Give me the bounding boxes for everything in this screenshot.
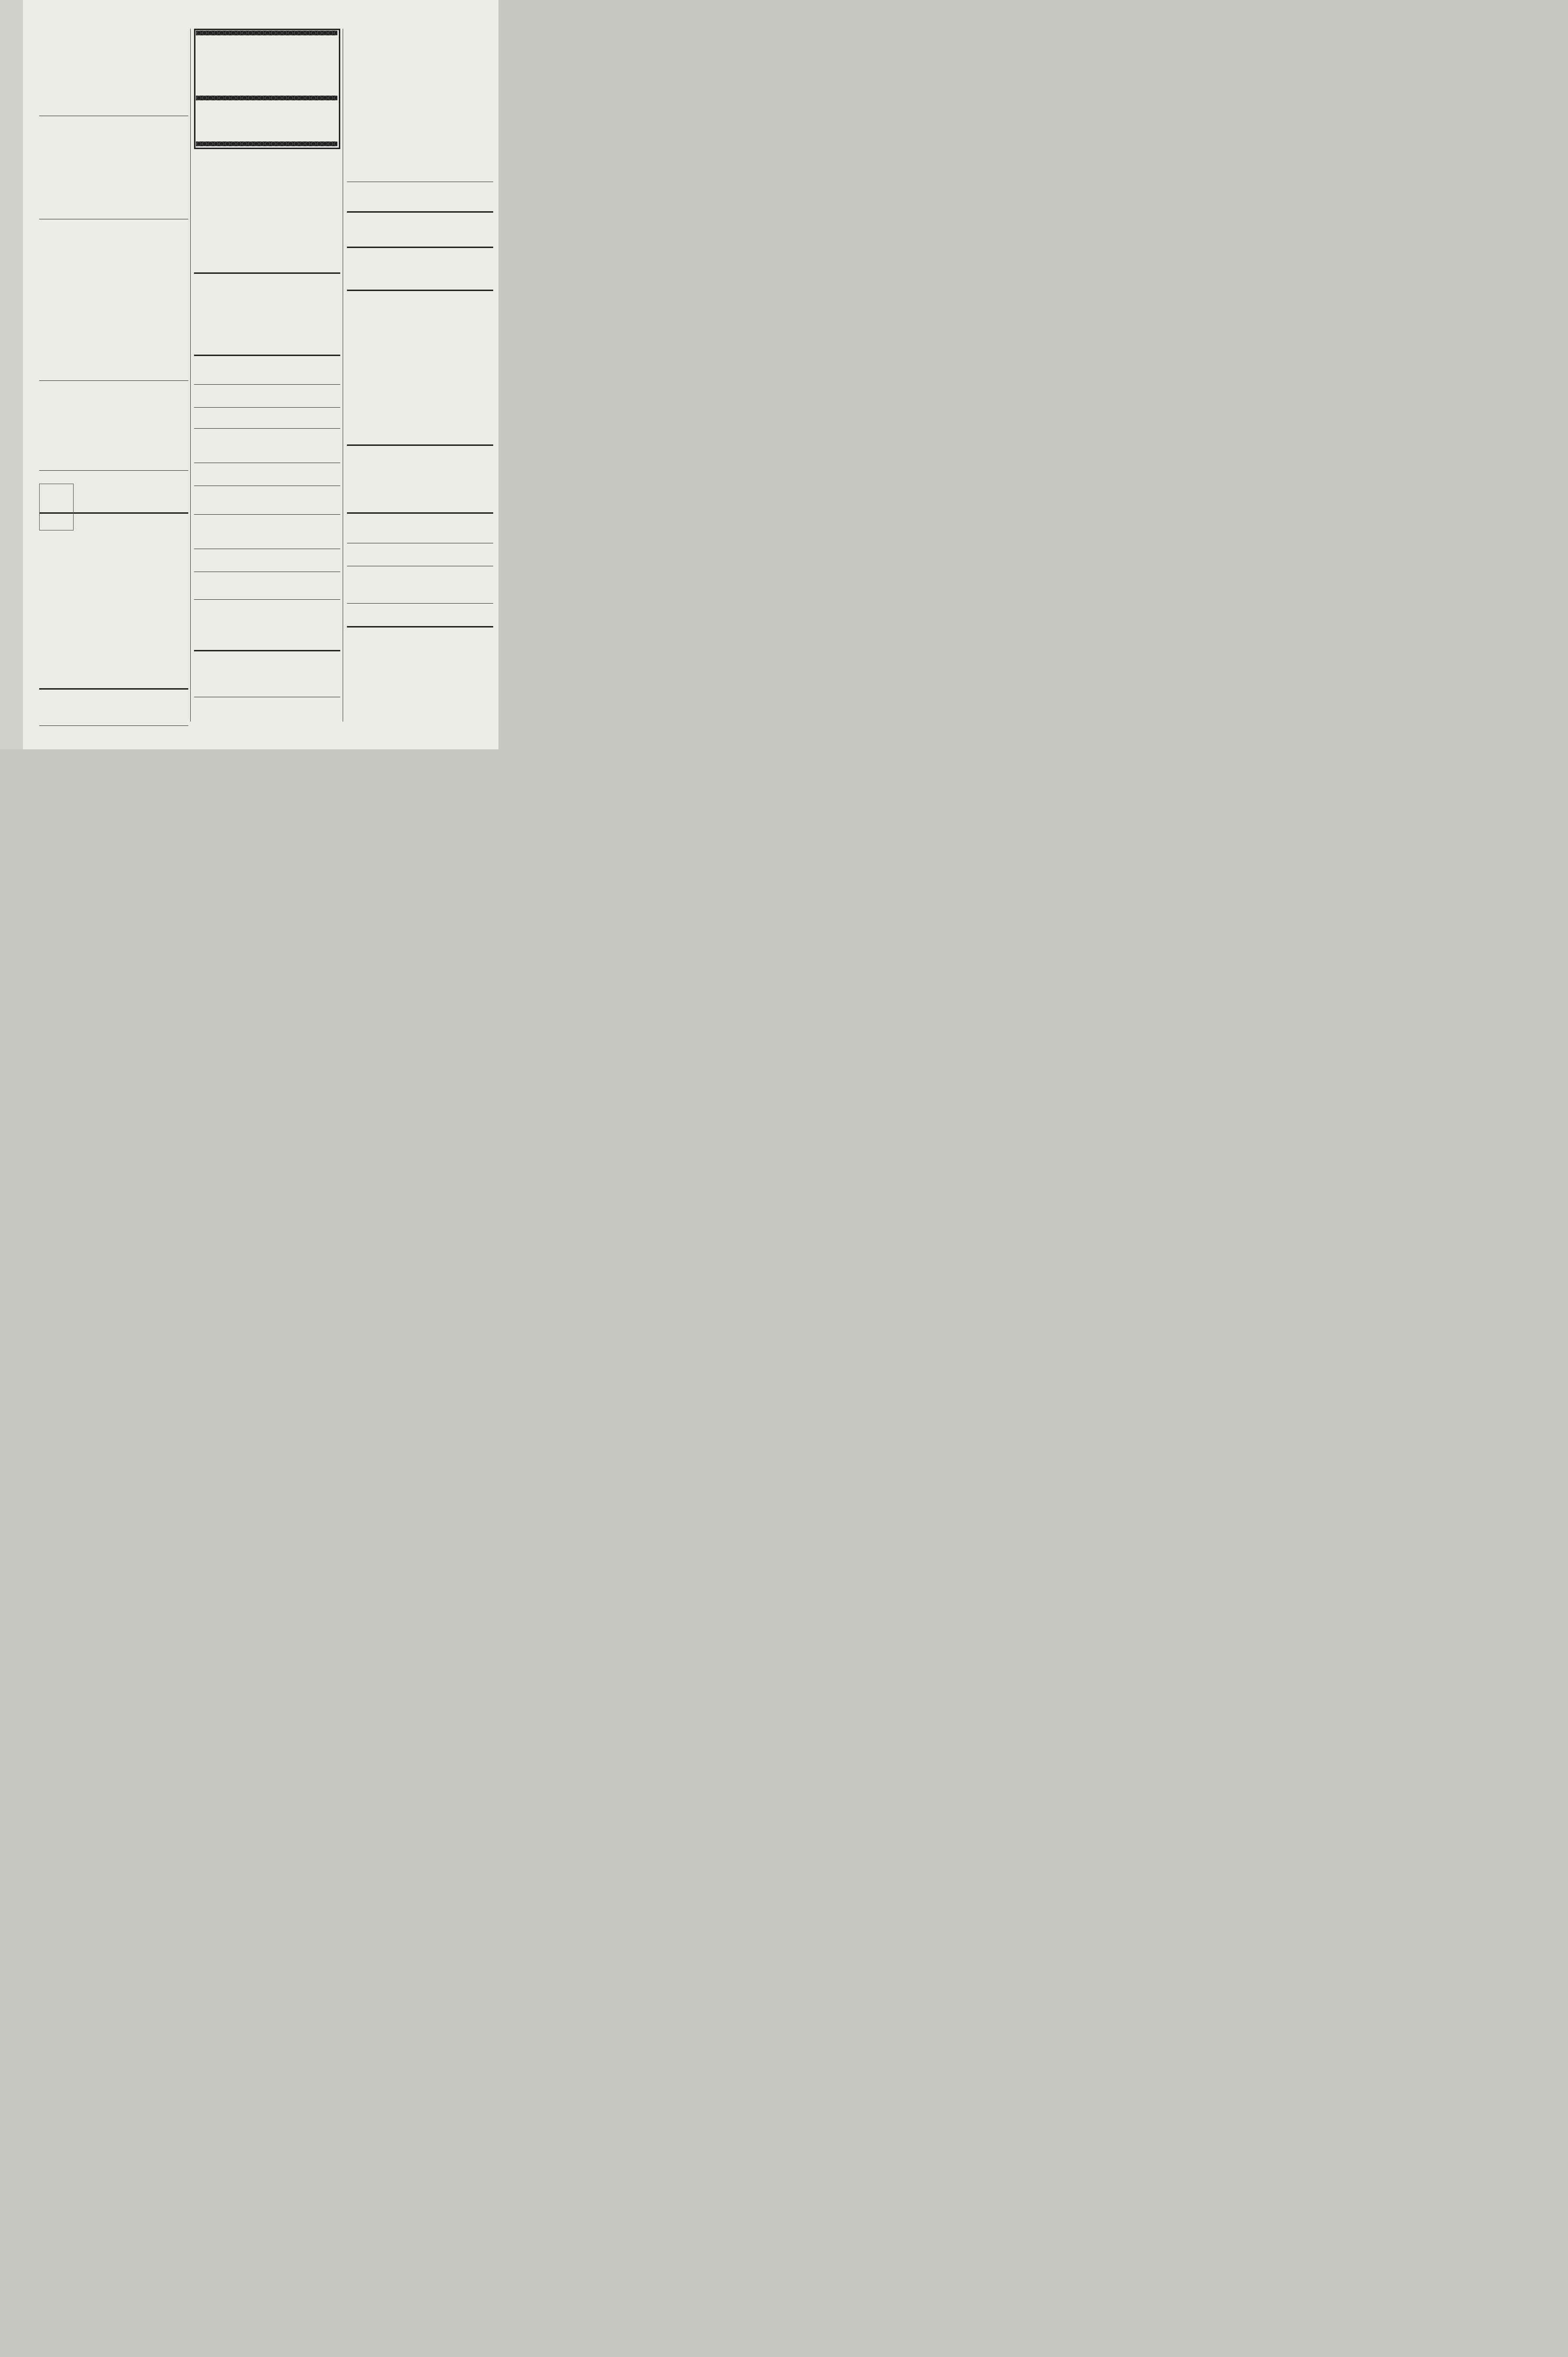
advert-block <box>194 465 340 484</box>
advert-block <box>194 357 340 382</box>
advert-block <box>347 447 493 510</box>
advert-block <box>347 515 493 541</box>
column-divider <box>190 29 191 722</box>
advert-block <box>347 629 493 696</box>
advert-block <box>194 516 340 547</box>
dotted-border <box>196 96 337 100</box>
advert-block <box>347 605 493 624</box>
advert-block <box>194 653 340 695</box>
advert-block <box>39 727 188 741</box>
advert-block <box>347 568 493 601</box>
advert-block <box>347 292 493 443</box>
dotted-border <box>196 141 337 146</box>
newspaper-page <box>0 0 498 749</box>
advert-block <box>194 699 340 737</box>
advert-block <box>194 151 340 270</box>
notice-block <box>39 382 188 469</box>
notice-block <box>39 29 188 115</box>
advert-block <box>347 249 493 288</box>
advert-block <box>194 409 340 426</box>
advert-block <box>194 573 340 597</box>
advert-block <box>194 601 340 648</box>
advert-block <box>194 386 340 405</box>
advert-block <box>347 214 493 245</box>
advert-block <box>194 487 340 512</box>
notice-block <box>39 221 188 379</box>
advert-block <box>39 691 188 724</box>
advert-block <box>194 274 340 353</box>
notice-block <box>347 184 493 209</box>
dotted-border <box>196 31 337 35</box>
advert-block <box>39 515 188 686</box>
advert-block <box>194 430 340 461</box>
advert-block <box>194 551 340 570</box>
page-edge <box>0 0 23 749</box>
portrait-engraving <box>39 484 74 530</box>
advert-block <box>201 38 334 91</box>
advert-block <box>201 103 334 141</box>
advert-block <box>347 545 493 564</box>
notice-block <box>347 156 493 180</box>
notice-block <box>39 118 188 218</box>
